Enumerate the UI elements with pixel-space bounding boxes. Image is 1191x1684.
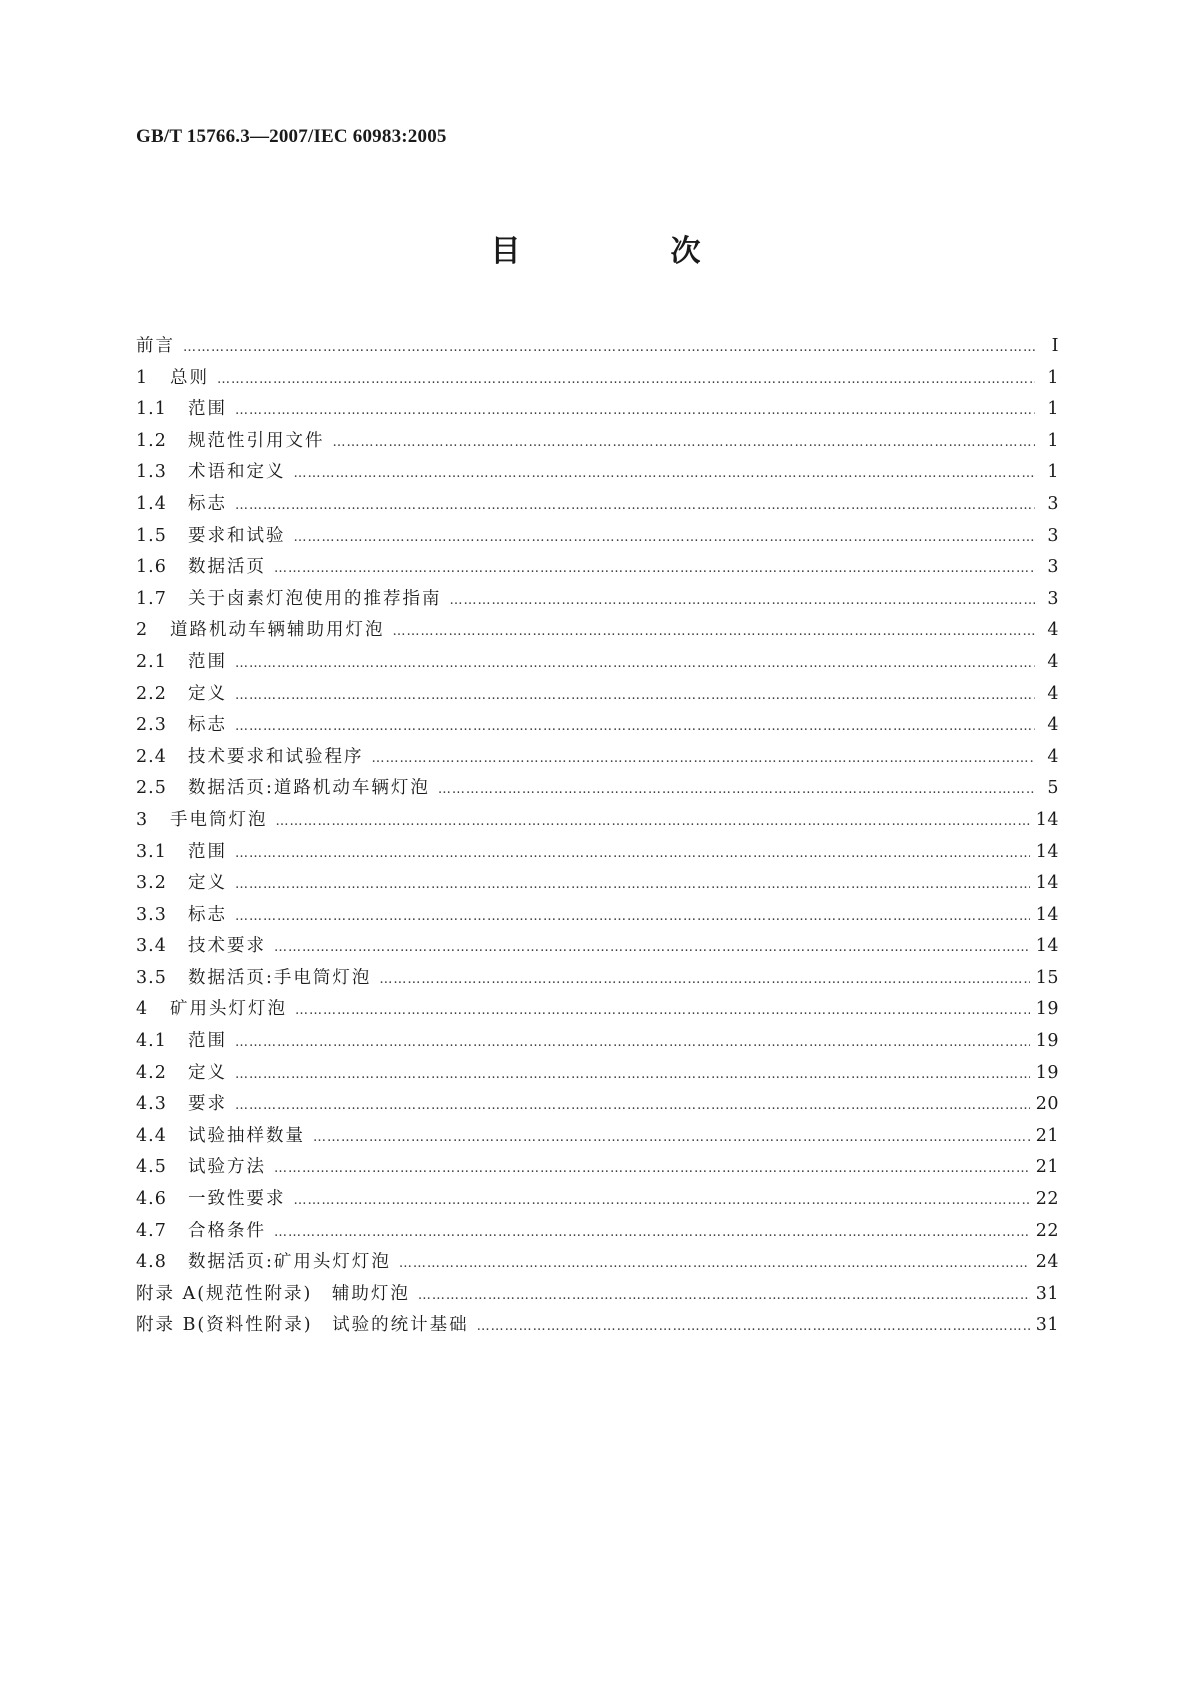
toc-entry-label: 定义	[188, 683, 227, 704]
toc-entry[interactable]	[136, 995, 1059, 1027]
toc-leader-dots	[438, 782, 1035, 797]
toc-entry[interactable]	[136, 490, 1059, 522]
toc-entry[interactable]	[136, 364, 1059, 396]
toc-entry-page: 21	[1035, 1157, 1059, 1178]
toc-entry-page: 3	[1047, 493, 1059, 514]
toc-entry-label: 前言	[136, 336, 175, 356]
toc-entry[interactable]	[136, 1185, 1059, 1217]
toc-leader-dots	[313, 1130, 1030, 1145]
toc-entry-number: 4.7	[136, 1220, 167, 1241]
toc-entry-page: 21	[1035, 1125, 1059, 1146]
toc-entry[interactable]	[136, 806, 1059, 838]
toc-entry-label: 道路机动车辆辅助用灯泡	[170, 620, 385, 641]
toc-entry-number: 3.3	[136, 904, 167, 925]
toc-entry[interactable]	[136, 1311, 1059, 1343]
toc-entry-label: 范围	[188, 399, 227, 420]
toc-entry-number: 4.8	[136, 1252, 167, 1273]
toc-leader-dots	[235, 909, 1030, 924]
standard-number: GB/T 15766.3—2007/IEC 60983:2005	[136, 126, 447, 147]
toc-entry-number: 4.5	[136, 1157, 167, 1178]
toc-leader-dots	[418, 1288, 1030, 1303]
toc-entry[interactable]	[136, 1122, 1059, 1154]
toc-leader-dots	[183, 340, 1035, 355]
toc-entry[interactable]	[136, 1248, 1059, 1280]
toc-entry-label: 技术要求和试验程序	[188, 746, 364, 767]
toc-entry[interactable]	[136, 332, 1059, 364]
toc-entry-page: 3	[1047, 525, 1059, 546]
toc-entry-number: 1.7	[136, 588, 167, 609]
toc-entry-number: 1.6	[136, 557, 167, 578]
toc-leader-dots	[235, 846, 1030, 861]
toc-entry-label: 要求和试验	[188, 525, 286, 546]
toc-entry-number: 2	[136, 620, 149, 641]
toc-entry-number: 1.5	[136, 525, 167, 546]
toc-leader-dots	[276, 814, 1030, 829]
toc-entry-page: 4	[1047, 651, 1059, 672]
toc-entry[interactable]	[136, 743, 1059, 775]
toc-entry[interactable]	[136, 616, 1059, 648]
toc-entry[interactable]	[136, 964, 1059, 996]
toc-entry-page: 4	[1047, 683, 1059, 704]
toc-entry[interactable]	[136, 648, 1059, 680]
toc-leader-dots	[294, 1193, 1030, 1208]
toc-entry[interactable]	[136, 869, 1059, 901]
toc-entry-page: 1	[1047, 399, 1059, 420]
toc-leader-dots	[235, 1098, 1030, 1113]
toc-entry-page: 3	[1047, 557, 1059, 578]
toc-entry-label: 手电筒灯泡	[170, 809, 268, 830]
toc-entry-page: 14	[1035, 841, 1059, 862]
toc-entry-page: 24	[1035, 1252, 1059, 1273]
toc-entry-label: 规范性引用文件	[188, 430, 325, 451]
toc-entry[interactable]	[136, 427, 1059, 459]
toc-entry-page: 5	[1047, 778, 1059, 799]
toc-entry-label: 关于卤素灯泡使用的推荐指南	[188, 588, 442, 609]
toc-leader-dots	[235, 688, 1035, 703]
toc-leader-dots	[274, 1225, 1030, 1240]
toc-entry-number: 4.4	[136, 1125, 167, 1146]
toc-entry-number: 3.2	[136, 873, 167, 894]
toc-entry[interactable]	[136, 585, 1059, 617]
toc-leader-dots	[235, 403, 1035, 418]
toc-entry-label: 矿用头灯灯泡	[170, 999, 287, 1020]
toc-entry[interactable]	[136, 458, 1059, 490]
toc-entry-number: 2.4	[136, 746, 167, 767]
toc-entry-label: 数据活页:矿用头灯灯泡	[188, 1252, 391, 1273]
toc-leader-dots	[477, 1319, 1030, 1334]
toc-title: 目 次	[490, 234, 761, 269]
toc-entry-label: 附录 A(规范性附录) 辅助灯泡	[136, 1283, 410, 1304]
toc-leader-dots	[235, 1067, 1030, 1082]
toc-entry-page: 14	[1035, 809, 1059, 830]
toc-entry-label: 技术要求	[188, 936, 266, 957]
toc-entry[interactable]	[136, 774, 1059, 806]
toc-leader-dots	[379, 972, 1029, 987]
toc-entry-label: 标志	[188, 493, 227, 514]
toc-entry-number: 4	[136, 999, 149, 1020]
toc-entry-label: 标志	[188, 715, 227, 736]
toc-entry-label: 总则	[170, 367, 209, 388]
toc-entry-label: 试验方法	[188, 1157, 266, 1178]
toc-entry[interactable]	[136, 932, 1059, 964]
toc-entry-number: 3	[136, 809, 149, 830]
toc-leader-dots	[372, 751, 1036, 766]
toc-entry-page: 4	[1047, 620, 1059, 641]
toc-entry[interactable]	[136, 1090, 1059, 1122]
toc-entry-number: 2.2	[136, 683, 167, 704]
toc-leader-dots	[217, 372, 1035, 387]
toc-entry-number: 4.2	[136, 1062, 167, 1083]
toc-entry-number: 1.2	[136, 430, 167, 451]
toc-entry-label: 要求	[188, 1094, 227, 1115]
toc-entry[interactable]	[136, 1027, 1059, 1059]
toc-leader-dots	[294, 530, 1036, 545]
toc-entry-page: 19	[1035, 1062, 1059, 1083]
toc-entry-page: 15	[1035, 967, 1059, 988]
toc-leader-dots	[450, 593, 1036, 608]
toc-entry-page: 19	[1035, 999, 1059, 1020]
toc-entry-label: 范围	[188, 651, 227, 672]
toc-entry-number: 1.4	[136, 493, 167, 514]
toc-entry-label: 范围	[188, 1031, 227, 1052]
toc-entry-label: 试验抽样数量	[188, 1125, 305, 1146]
toc-entry-label: 定义	[188, 873, 227, 894]
toc-entry-number: 1.1	[136, 399, 167, 420]
toc-entry-page: 4	[1047, 715, 1059, 736]
toc-entry-page: 22	[1035, 1220, 1059, 1241]
toc-leader-dots	[274, 561, 1035, 576]
toc-entry[interactable]	[136, 838, 1059, 870]
toc-entry-number: 1.3	[136, 462, 167, 483]
toc-entry-label: 定义	[188, 1062, 227, 1083]
toc-entry-label: 术语和定义	[188, 462, 286, 483]
toc-leader-dots	[235, 877, 1030, 892]
toc-entry-number: 3.1	[136, 841, 167, 862]
toc-leader-dots	[235, 1035, 1030, 1050]
toc-entry-label: 标志	[188, 904, 227, 925]
toc-leader-dots	[235, 719, 1035, 734]
toc-entry[interactable]	[136, 680, 1059, 712]
toc-entry-page: 22	[1035, 1189, 1059, 1210]
toc-entry-page: 19	[1035, 1031, 1059, 1052]
toc-entry-page: 4	[1047, 746, 1059, 767]
toc-entry-page: I	[1051, 336, 1059, 356]
toc-entry[interactable]	[136, 1217, 1059, 1249]
toc-entry-label: 数据活页	[188, 557, 266, 578]
toc-entry-label: 范围	[188, 841, 227, 862]
toc-entry[interactable]	[136, 901, 1059, 933]
toc-entry[interactable]	[136, 711, 1059, 743]
toc-entry-page: 20	[1035, 1094, 1059, 1115]
toc-leader-dots	[235, 656, 1035, 671]
toc-leader-dots	[295, 1003, 1030, 1018]
toc-entry[interactable]	[136, 1153, 1059, 1185]
toc-entry-label: 合格条件	[188, 1220, 266, 1241]
toc-leader-dots	[274, 1161, 1030, 1176]
toc-entry-page: 31	[1035, 1283, 1059, 1304]
toc-leader-dots	[235, 498, 1035, 513]
toc-entry-number: 4.1	[136, 1031, 167, 1052]
toc-entry-number: 3.4	[136, 936, 167, 957]
toc-entry-label: 附录 B(资料性附录) 试验的统计基础	[136, 1315, 469, 1336]
toc-leader-dots	[393, 624, 1036, 639]
toc-entry-label: 一致性要求	[188, 1189, 286, 1210]
toc-leader-dots	[399, 1256, 1030, 1271]
toc-entry-page: 14	[1035, 873, 1059, 894]
toc-entry[interactable]	[136, 395, 1059, 427]
toc-entry-page: 31	[1035, 1315, 1059, 1336]
toc-entry[interactable]	[136, 1059, 1059, 1091]
toc-entry-number: 4.6	[136, 1189, 167, 1210]
toc-entry-number: 1	[136, 367, 149, 388]
toc-entry-page: 1	[1047, 367, 1059, 388]
toc-entry-number: 4.3	[136, 1094, 167, 1115]
toc-entry[interactable]	[136, 522, 1059, 554]
toc-entry-page: 3	[1047, 588, 1059, 609]
toc-leader-dots	[274, 940, 1030, 955]
toc-entry[interactable]	[136, 1280, 1059, 1312]
toc-entry-number: 2.1	[136, 651, 167, 672]
toc-entry-label: 数据活页:手电筒灯泡	[188, 967, 372, 988]
toc-entry-number: 2.3	[136, 715, 167, 736]
toc-entry-number: 2.5	[136, 778, 167, 799]
toc-entry[interactable]	[136, 553, 1059, 585]
toc-leader-dots	[294, 466, 1036, 481]
toc-entry-number: 3.5	[136, 967, 167, 988]
toc-leader-dots	[333, 435, 1036, 450]
toc-entry-page: 14	[1035, 936, 1059, 957]
toc-entry-page: 1	[1047, 430, 1059, 451]
toc-entry-page: 1	[1047, 462, 1059, 483]
table-of-contents	[136, 332, 1059, 1343]
toc-entry-page: 14	[1035, 904, 1059, 925]
toc-entry-label: 数据活页:道路机动车辆灯泡	[188, 778, 430, 799]
